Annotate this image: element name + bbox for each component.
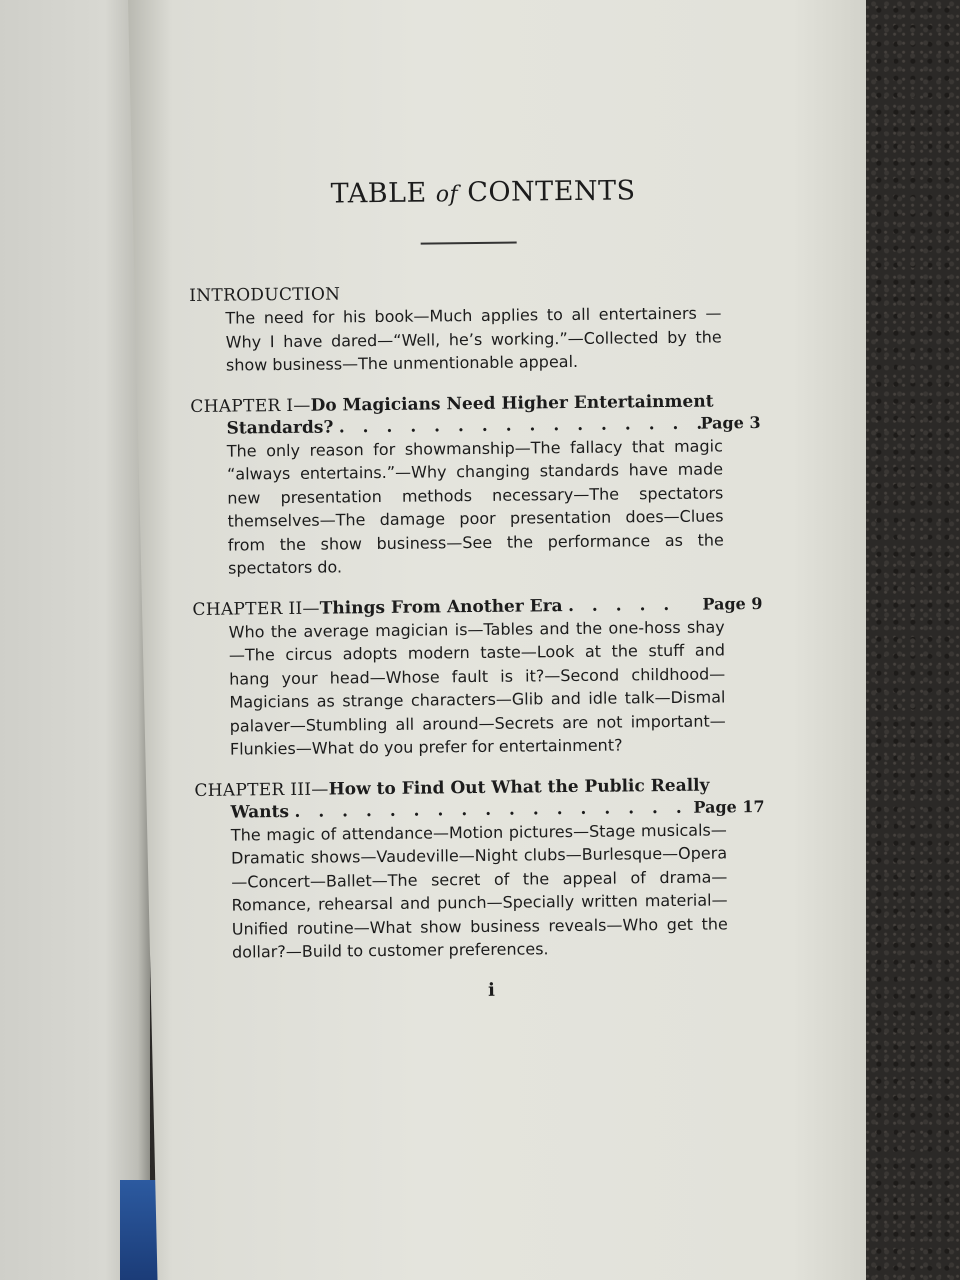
entry-label: CHAPTER II— [192,598,320,620]
toc-entry-chapter-1 [190,390,762,581]
title-word-contents: CONTENTS [467,175,636,209]
toc-entry-chapter-2 [192,593,764,762]
entry-title: Things From Another Era [319,595,563,619]
dot-leaders: . . . . . . . . . . . . . . . . [338,413,709,437]
left-page [0,0,150,1280]
entry-description: The need for his book—Much applies to all entertainers —Why I have dared—“Well, he’s working.”—Collected by the show business—The unmentionable appeal. [225,303,722,375]
title-divider [421,242,517,245]
page-number: Page 17 [693,796,765,817]
entry-description: The only reason for showmanship—The fallacy that magic “always entertains.”—Why changing standards have made new presentation methods necessary—The spectators themselves—The damage poor presentation does—Clues from the show business—See the performance as the spectators do. [226,435,724,578]
page-number: Page 3 [700,412,761,433]
entry-title-continued: Wants [230,801,290,823]
entry-title-continued: Standards? [226,416,334,439]
title-word-of: of [435,182,459,208]
title-word-table: TABLE [330,177,427,210]
book-cover-edge [120,1180,160,1280]
dot-leaders: . . . . . [567,594,676,616]
entry-description: Who the average magician is—Tables and the one-hoss shay—The circus adopts modern taste—Look at the stuff and hang your head—Whose fault is it?—Second childhood—Magicians as strange characters—Glib and idle talk—Dismal palaver—Stumbling all around—Secrets are not important—Flunkies—What do you prefer for entertainment? [228,616,726,759]
toc-title [208,174,758,211]
toc-content [188,174,767,1003]
entry-label: CHAPTER III— [194,779,329,801]
entry-label: INTRODUCTION [189,284,341,306]
page-number: Page 9 [702,593,763,614]
page-folio: i [487,979,496,1001]
toc-entry-chapter-3 [194,773,766,964]
entry-title: Do Magicians Need Higher Entertainment [310,391,714,416]
entry-description: The magic of attendance—Motion pictures—Stage musicals—Dramatic shows—Vaudeville—Night clubs—Burlesque—Opera—Concert—Ballet—The secret of the appeal of drama—Romance, rehearsal and punch—Specially written material—Unified routine—What show business reveals—Who get the dollar?—Build to customer preferences. [230,819,728,962]
entry-title: How to Find Out What the Public Really [328,775,710,800]
toc-entry-introduction [189,279,760,377]
entry-label: CHAPTER I— [190,395,311,417]
dot-leaders: . . . . . . . . . . . . . . . . . [294,797,688,822]
